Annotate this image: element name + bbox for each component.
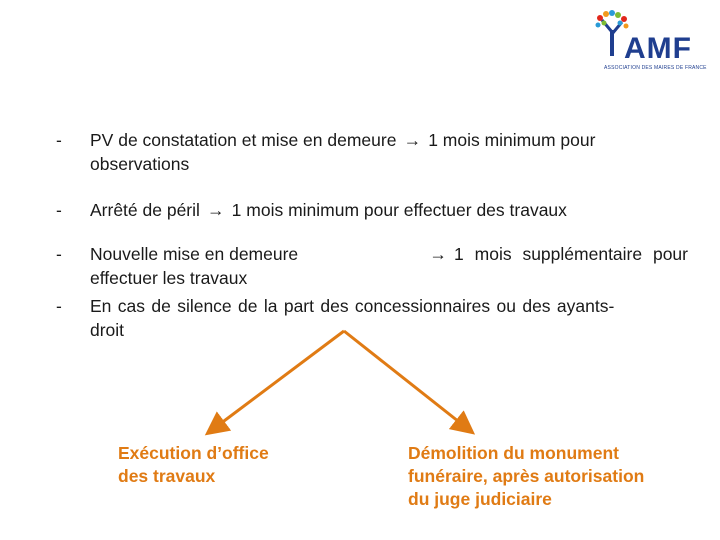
branch-arrow-right xyxy=(344,331,468,429)
arrow-right-icon: → xyxy=(403,130,422,150)
bullet-dash: - xyxy=(56,130,62,150)
outcome-demolition xyxy=(408,442,688,511)
bullet-text-line2: effectuer les travaux xyxy=(90,268,248,288)
outcome-line: du juge judiciaire xyxy=(408,489,552,509)
bullet-dash: - xyxy=(56,296,62,316)
outcome-execution-office xyxy=(118,442,308,488)
bullet-text-line2: droit xyxy=(90,320,125,340)
bullet-text-before: Arrêté de péril xyxy=(90,200,200,220)
bullet-text-after: 1 mois minimum pour effectuer des travaux xyxy=(231,200,567,220)
logo-subtitle: ASSOCIATION DES MAIRES DE FRANCE xyxy=(604,65,707,71)
arrow-right-icon: → xyxy=(207,200,225,220)
bullet-text-before: PV de constatation et mise en demeure xyxy=(90,130,397,150)
bullet-text-main: En cas de silence de la part des concessionnaires ou des ayants- xyxy=(90,296,615,316)
logo-wordmark: AMF xyxy=(624,32,692,65)
bullet-dash: - xyxy=(56,200,62,220)
arrow-right-icon: → xyxy=(429,244,447,264)
outcome-line: Exécution d’office xyxy=(118,443,269,463)
bullet-text-after: 1 mois minimum pour xyxy=(428,130,596,150)
bullet-dash: - xyxy=(56,244,62,264)
outcome-line: Démolition du monument xyxy=(408,443,619,463)
outcome-line: funéraire, après autorisation xyxy=(408,466,645,486)
bullet-text-after: 1 mois supplémentaire pour xyxy=(454,244,688,264)
branch-arrow-left xyxy=(212,331,344,430)
bullet-text-before: Nouvelle mise en demeure xyxy=(90,244,299,264)
outcome-line: des travaux xyxy=(118,466,216,486)
bullet-text-line2: observations xyxy=(90,154,190,174)
